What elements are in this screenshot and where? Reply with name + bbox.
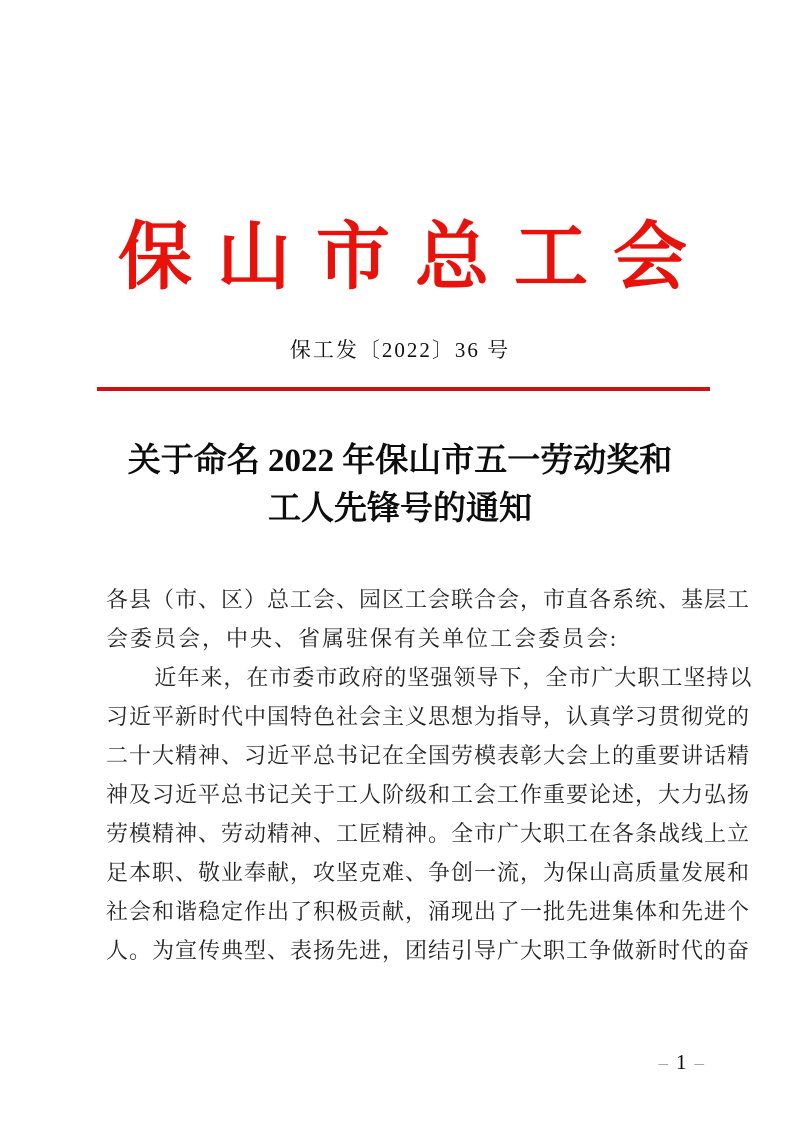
body-line: 会委员会，中央、省属驻保有关单位工会委员会: — [106, 626, 619, 651]
body-line: 社会和谐稳定作出了积极贡献，涌现出了一批先进集体和先进个 — [106, 899, 751, 924]
org-name-header: 保山市总工会 — [118, 217, 712, 299]
doc-number: 保工发〔2022〕36 号 — [289, 338, 511, 362]
body-line: 足本职、敬业奉献，攻坚克难、争创一流，为保山高质量发展和 — [106, 860, 751, 885]
body-line: 劳模精神、劳动精神、工匠精神。全市广大职工在各条战线上立 — [106, 821, 751, 846]
body-line: 习近平新时代中国特色社会主义思想为指导，认真学习贯彻党的 — [106, 704, 751, 729]
page-number: 1 — [676, 1050, 687, 1074]
body-line: 神及习近平总书记关于工人阶级和工会工作重要论述，大力弘扬 — [106, 782, 751, 807]
red-divider-rule — [97, 387, 710, 391]
document-title — [60, 437, 740, 533]
body-text — [106, 580, 753, 970]
document-title-line1: 关于命名 2022 年保山市五一劳动奖和 — [127, 443, 673, 479]
footer-dash-right: – — [694, 1053, 704, 1074]
body-line: 二十大精神、习近平总书记在全国劳模表彰大会上的重要讲话精 — [106, 743, 751, 768]
body-line: 近年来，在市委市政府的坚强领导下，全市广大职工坚持以 — [154, 665, 753, 690]
document-title-line2: 工人先锋号的通知 — [268, 491, 532, 527]
page-number-footer — [651, 1050, 713, 1075]
body-line: 各县（市、区）总工会、园区工会联合会，市直各系统、基层工 — [106, 587, 751, 612]
body-line: 人。为宣传典型、表扬先进，团结引导广大职工争做新时代的奋 — [106, 938, 751, 963]
footer-dash-left: – — [658, 1053, 668, 1074]
